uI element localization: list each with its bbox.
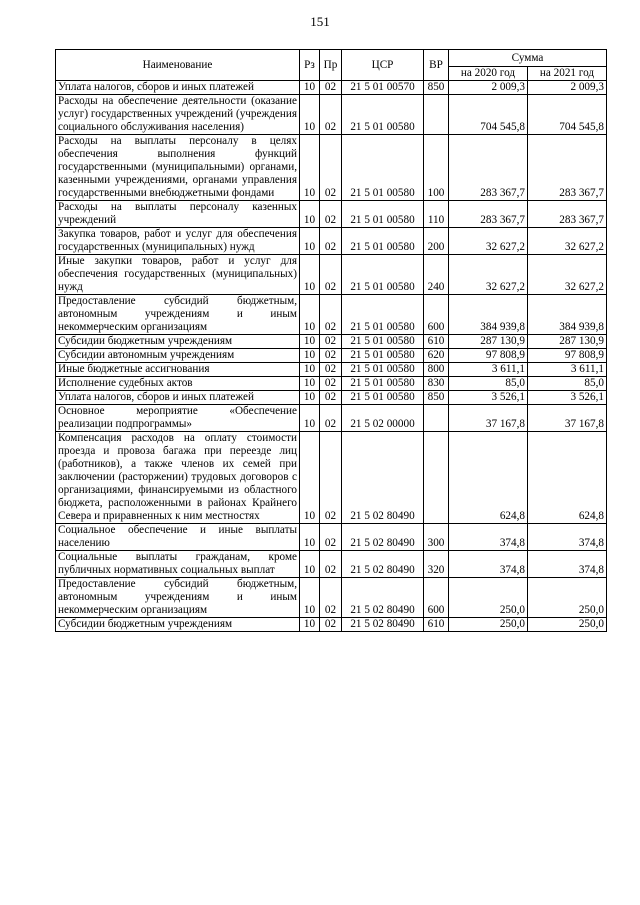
- table-row: [56, 377, 607, 391]
- header-csr: ЦСР: [342, 50, 424, 81]
- row-rz: 10: [300, 432, 320, 524]
- row-sum-2021: 2 009,3: [528, 81, 607, 95]
- row-sum-2021: 374,8: [528, 524, 607, 551]
- header-sum: Сумма: [449, 50, 607, 67]
- row-sum-2021: 384 939,8: [528, 295, 607, 335]
- row-pr: 02: [320, 391, 342, 405]
- row-csr: 21 5 01 00570: [342, 81, 424, 95]
- row-sum-2021: 283 367,7: [528, 135, 607, 201]
- row-pr: 02: [320, 201, 342, 228]
- row-sum-2020: 287 130,9: [449, 335, 528, 349]
- table-row: [56, 349, 607, 363]
- row-name: Расходы на выплаты персоналу казенных учреждений: [56, 201, 300, 228]
- row-sum-2020: 283 367,7: [449, 201, 528, 228]
- row-csr: 21 5 01 00580: [342, 349, 424, 363]
- row-sum-2020: 2 009,3: [449, 81, 528, 95]
- row-rz: 10: [300, 363, 320, 377]
- header-pr: Пр: [320, 50, 342, 81]
- row-pr: 02: [320, 405, 342, 432]
- table-row: [56, 228, 607, 255]
- row-csr: 21 5 01 00580: [342, 363, 424, 377]
- row-rz: 10: [300, 228, 320, 255]
- row-vr: 240: [424, 255, 449, 295]
- row-pr: 02: [320, 377, 342, 391]
- table-row: [56, 551, 607, 578]
- row-sum-2021: 624,8: [528, 432, 607, 524]
- row-name: Исполнение судебных актов: [56, 377, 300, 391]
- row-vr: 320: [424, 551, 449, 578]
- row-rz: 10: [300, 405, 320, 432]
- row-csr: 21 5 01 00580: [342, 295, 424, 335]
- row-pr: 02: [320, 95, 342, 135]
- row-name: Иные бюджетные ассигнования: [56, 363, 300, 377]
- row-sum-2021: 374,8: [528, 551, 607, 578]
- row-sum-2020: 374,8: [449, 524, 528, 551]
- row-vr: 600: [424, 578, 449, 618]
- table-row: [56, 391, 607, 405]
- row-pr: 02: [320, 81, 342, 95]
- row-vr: 800: [424, 363, 449, 377]
- row-sum-2021: 85,0: [528, 377, 607, 391]
- row-name: Социальное обеспечение и иные выплаты населению: [56, 524, 300, 551]
- header-name: Наименование: [56, 50, 300, 81]
- row-sum-2021: 250,0: [528, 618, 607, 632]
- row-vr: 610: [424, 618, 449, 632]
- row-pr: 02: [320, 255, 342, 295]
- row-sum-2021: 32 627,2: [528, 255, 607, 295]
- row-sum-2021: 97 808,9: [528, 349, 607, 363]
- row-pr: 02: [320, 349, 342, 363]
- table-row: [56, 81, 607, 95]
- row-name: Иные закупки товаров, работ и услуг для обеспечения государственных (муниципальных) нужд: [56, 255, 300, 295]
- row-sum-2020: 384 939,8: [449, 295, 528, 335]
- row-sum-2020: 704 545,8: [449, 95, 528, 135]
- row-rz: 10: [300, 295, 320, 335]
- row-vr: 600: [424, 295, 449, 335]
- row-csr: 21 5 02 80490: [342, 618, 424, 632]
- row-rz: 10: [300, 95, 320, 135]
- table-row: [56, 335, 607, 349]
- row-name: Предоставление субсидий бюджетным, автономным учреждениям и иным некоммерческим организациям: [56, 295, 300, 335]
- row-csr: 21 5 02 80490: [342, 578, 424, 618]
- row-vr: 100: [424, 135, 449, 201]
- table-row: [56, 524, 607, 551]
- table-row: [56, 255, 607, 295]
- row-rz: 10: [300, 551, 320, 578]
- row-vr: [424, 405, 449, 432]
- table-row: [56, 432, 607, 524]
- row-rz: 10: [300, 81, 320, 95]
- row-sum-2021: 704 545,8: [528, 95, 607, 135]
- row-pr: 02: [320, 618, 342, 632]
- row-vr: 200: [424, 228, 449, 255]
- row-rz: 10: [300, 618, 320, 632]
- row-sum-2020: 32 627,2: [449, 228, 528, 255]
- row-sum-2020: 97 808,9: [449, 349, 528, 363]
- row-sum-2021: 3 526,1: [528, 391, 607, 405]
- header-year-2021: на 2021 год: [528, 67, 607, 81]
- row-pr: 02: [320, 578, 342, 618]
- row-pr: 02: [320, 135, 342, 201]
- row-name: Субсидии автономным учреждениям: [56, 349, 300, 363]
- table-row: [56, 618, 607, 632]
- row-name: Расходы на обеспечение деятельности (оказание услуг) государственных учреждений (учреждения социального обслуживания населения): [56, 95, 300, 135]
- row-sum-2020: 374,8: [449, 551, 528, 578]
- row-rz: 10: [300, 201, 320, 228]
- row-sum-2020: 250,0: [449, 578, 528, 618]
- row-vr: 850: [424, 81, 449, 95]
- row-sum-2020: 250,0: [449, 618, 528, 632]
- row-vr: [424, 432, 449, 524]
- row-name: Субсидии бюджетным учреждениям: [56, 618, 300, 632]
- row-vr: 830: [424, 377, 449, 391]
- row-csr: 21 5 01 00580: [342, 228, 424, 255]
- row-name: Предоставление субсидий бюджетным, автономным учреждениям и иным некоммерческим организациям: [56, 578, 300, 618]
- row-name: Основное мероприятие «Обеспечение реализации подпрограммы»: [56, 405, 300, 432]
- row-vr: 620: [424, 349, 449, 363]
- table-row: [56, 95, 607, 135]
- row-csr: 21 5 01 00580: [342, 95, 424, 135]
- row-csr: 21 5 01 00580: [342, 201, 424, 228]
- row-pr: 02: [320, 551, 342, 578]
- row-pr: 02: [320, 295, 342, 335]
- budget-table: [55, 49, 607, 632]
- table-row: [56, 135, 607, 201]
- row-csr: 21 5 02 80490: [342, 432, 424, 524]
- row-vr: 610: [424, 335, 449, 349]
- row-name: Социальные выплаты гражданам, кроме публичных нормативных социальных выплат: [56, 551, 300, 578]
- row-name: Субсидии бюджетным учреждениям: [56, 335, 300, 349]
- row-sum-2020: 32 627,2: [449, 255, 528, 295]
- row-csr: 21 5 02 80490: [342, 524, 424, 551]
- page-number: 151: [310, 14, 330, 29]
- row-sum-2020: 3 611,1: [449, 363, 528, 377]
- row-csr: 21 5 01 00580: [342, 335, 424, 349]
- row-rz: 10: [300, 255, 320, 295]
- row-pr: 02: [320, 524, 342, 551]
- row-name: Уплата налогов, сборов и иных платежей: [56, 391, 300, 405]
- row-sum-2020: 85,0: [449, 377, 528, 391]
- row-pr: 02: [320, 228, 342, 255]
- row-csr: 21 5 01 00580: [342, 255, 424, 295]
- table-row: [56, 363, 607, 377]
- table-row: [56, 405, 607, 432]
- row-sum-2021: 37 167,8: [528, 405, 607, 432]
- row-vr: 110: [424, 201, 449, 228]
- row-csr: 21 5 01 00580: [342, 377, 424, 391]
- row-sum-2021: 250,0: [528, 578, 607, 618]
- row-name: Уплата налогов, сборов и иных платежей: [56, 81, 300, 95]
- row-pr: 02: [320, 432, 342, 524]
- table-row: [56, 578, 607, 618]
- row-rz: 10: [300, 578, 320, 618]
- row-sum-2020: 624,8: [449, 432, 528, 524]
- row-sum-2021: 287 130,9: [528, 335, 607, 349]
- table-row: [56, 201, 607, 228]
- row-vr: 300: [424, 524, 449, 551]
- row-sum-2021: 32 627,2: [528, 228, 607, 255]
- row-rz: 10: [300, 335, 320, 349]
- row-csr: 21 5 01 00580: [342, 391, 424, 405]
- row-vr: 850: [424, 391, 449, 405]
- header-rz: Рз: [300, 50, 320, 81]
- header-year-2020: на 2020 год: [449, 67, 528, 81]
- header-vr: ВР: [424, 50, 449, 81]
- row-pr: 02: [320, 335, 342, 349]
- row-name: Закупка товаров, работ и услуг для обеспечения государственных (муниципальных) нужд: [56, 228, 300, 255]
- row-rz: 10: [300, 135, 320, 201]
- row-pr: 02: [320, 363, 342, 377]
- row-sum-2021: 283 367,7: [528, 201, 607, 228]
- row-csr: 21 5 01 00580: [342, 135, 424, 201]
- row-sum-2020: 283 367,7: [449, 135, 528, 201]
- row-sum-2020: 37 167,8: [449, 405, 528, 432]
- row-rz: 10: [300, 377, 320, 391]
- row-rz: 10: [300, 391, 320, 405]
- row-name: Компенсация расходов на оплату стоимости проезда и провоза багажа при переезде лиц (работников), а также членов их семей при заключении (расторжении) трудовых договоров с организациями, финансируемыми из областного бюджета, расположенными в районах Крайнего Севера и приравненных к ним местностях: [56, 432, 300, 524]
- row-sum-2021: 3 611,1: [528, 363, 607, 377]
- row-rz: 10: [300, 524, 320, 551]
- row-vr: [424, 95, 449, 135]
- table-row: [56, 295, 607, 335]
- row-name: Расходы на выплаты персоналу в целях обеспечения выполнения функций государственными (муниципальными) органами, казенными учреждениями, органами управления государственными внебюджетными фондами: [56, 135, 300, 201]
- row-sum-2020: 3 526,1: [449, 391, 528, 405]
- row-rz: 10: [300, 349, 320, 363]
- row-csr: 21 5 02 00000: [342, 405, 424, 432]
- row-csr: 21 5 02 80490: [342, 551, 424, 578]
